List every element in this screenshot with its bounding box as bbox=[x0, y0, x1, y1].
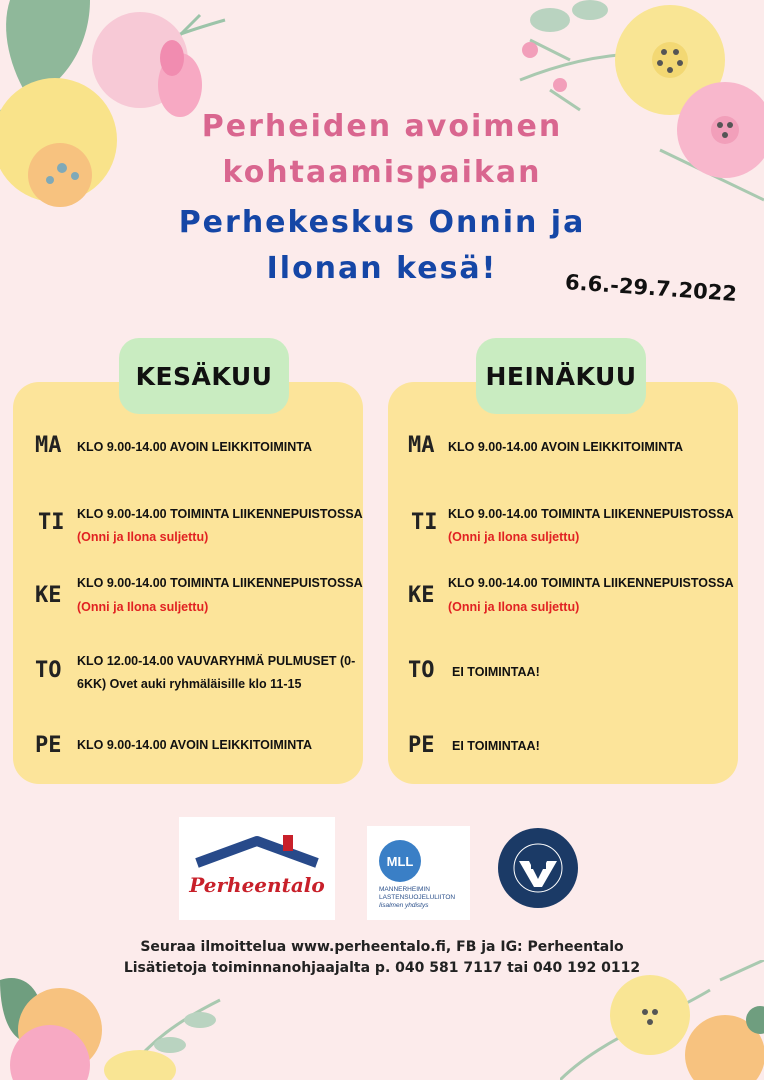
perheentalo-logo bbox=[179, 817, 335, 920]
heinakuu-day-pe: PE bbox=[408, 733, 435, 758]
kesakuu-note-ke: (Onni ja Ilona suljettu) bbox=[77, 600, 209, 614]
kesakuu-text-ma: KLO 9.00-14.00 AVOIN LEIKKITOIMINTA bbox=[77, 440, 312, 454]
kesakuu-day-ke: KE bbox=[35, 583, 62, 608]
veikkaus-logo bbox=[497, 823, 579, 913]
kesakuu-day-ti: TI bbox=[38, 510, 65, 535]
mll-logo bbox=[367, 826, 470, 920]
heinakuu-text-to: EI TOIMINTAA! bbox=[452, 665, 540, 679]
kesakuu-text-pe: KLO 9.00-14.00 AVOIN LEIKKITOIMINTA bbox=[77, 738, 312, 752]
date-range: 6.6.-29.7.2022 bbox=[564, 270, 738, 306]
kesakuu-text2-to: 6KK) Ovet auki ryhmäläisille klo 11-15 bbox=[77, 677, 302, 691]
mll-badge bbox=[379, 840, 421, 882]
kesakuu-heading: KESÄKUU bbox=[119, 338, 289, 414]
flower-decoration-bottom-left bbox=[0, 960, 240, 1080]
heinakuu-day-to: TO bbox=[408, 658, 435, 683]
kesakuu-text-to: KLO 12.00-14.00 VAUVARYHMÄ PULMUSET (0- bbox=[77, 654, 356, 668]
mll-line-3: Iisalmen yhdistys bbox=[379, 902, 429, 909]
title-line-4: Ilonan kesä! bbox=[266, 251, 498, 286]
perheentalo-wordmark: Perheentalo bbox=[189, 873, 325, 897]
heinakuu-text-ma: KLO 9.00-14.00 AVOIN LEIKKITOIMINTA bbox=[448, 440, 683, 454]
kesakuu-day-ma: MA bbox=[35, 433, 62, 458]
title-line-3: Perhekeskus Onnin ja bbox=[178, 205, 586, 240]
footer-line-1: Seuraa ilmoittelua www.perheentalo.fi, FB ja IG: Perheentalo bbox=[140, 939, 624, 955]
title-line-2: kohtaamispaikan bbox=[222, 155, 542, 190]
heinakuu-text-ti: KLO 9.00-14.00 TOIMINTA LIIKENNEPUISTOSSA bbox=[448, 507, 734, 521]
heinakuu-day-ke: KE bbox=[408, 583, 435, 608]
heinakuu-note-ke: (Onni ja Ilona suljettu) bbox=[448, 600, 580, 614]
heinakuu-text-pe: EI TOIMINTAA! bbox=[452, 739, 540, 753]
flower-decoration-bottom-right bbox=[560, 960, 764, 1080]
heinakuu-day-ti: TI bbox=[411, 510, 438, 535]
mll-line-2: LASTENSUOJELULIITON bbox=[379, 894, 456, 901]
mll-badge-text: MLL bbox=[386, 853, 414, 869]
heinakuu-day-ma: MA bbox=[408, 433, 435, 458]
title-line-1: Perheiden avoimen bbox=[201, 109, 563, 144]
kesakuu-text-ke: KLO 9.00-14.00 TOIMINTA LIIKENNEPUISTOSSA bbox=[77, 576, 363, 590]
kesakuu-day-pe: PE bbox=[35, 733, 62, 758]
kesakuu-note-ti: (Onni ja Ilona suljettu) bbox=[77, 530, 209, 544]
mll-line-1: MANNERHEIMIN bbox=[379, 886, 430, 893]
house-roof-icon bbox=[179, 817, 335, 877]
heinakuu-text-ke: KLO 9.00-14.00 TOIMINTA LIIKENNEPUISTOSSA bbox=[448, 576, 734, 590]
heinakuu-note-ti: (Onni ja Ilona suljettu) bbox=[448, 530, 580, 544]
kesakuu-day-to: TO bbox=[35, 658, 62, 683]
footer-line-2: Lisätietoja toiminnanohjaajalta p. 040 581 7117 tai 040 192 0112 bbox=[123, 960, 641, 976]
heinakuu-heading: HEINÄKUU bbox=[476, 338, 646, 414]
kesakuu-text-ti: KLO 9.00-14.00 TOIMINTA LIIKENNEPUISTOSSA bbox=[77, 507, 363, 521]
